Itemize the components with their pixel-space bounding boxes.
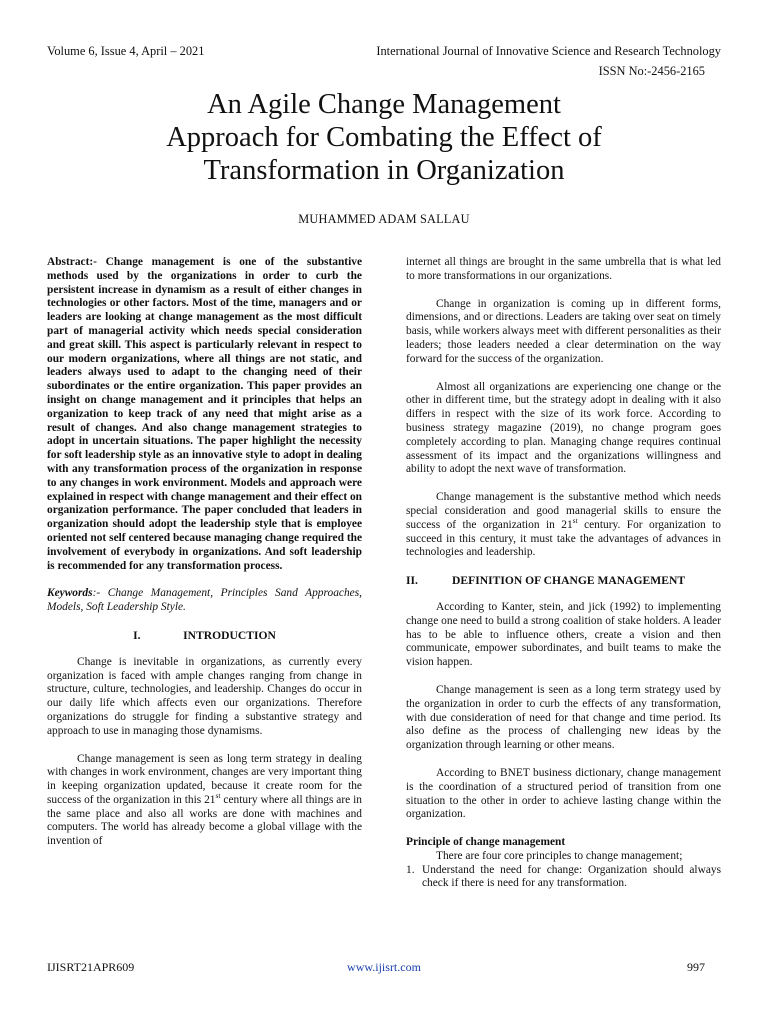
section-heading-definition [406, 574, 721, 588]
list-text: Understand the need for change: Organization should always check if there is need for any transformation. [422, 863, 721, 890]
list-number: 1. [406, 863, 415, 876]
section-heading-introduction [47, 629, 362, 643]
paragraph: Change management is seen as a long term strategy used by the organization in order to curb the effects of any transformation, with due consideration of need for that change and time period. Its also define as the process of challenging new ideas by the organization through learning or other means. [406, 683, 721, 752]
issn: ISSN No:-2456-2165 [598, 64, 705, 78]
paragraph: Almost all organizations are experiencing one change or the other in different time, but the strategy adopt in dealing with it also differs in respect with the size of its work force. According to business strategy magazine (2019), no change program goes completely according to plan. Managing change requires continual assessment of its impact and the organizations willingness and ability to adopt the next wave of transformation. [406, 380, 721, 476]
paragraph-text: Change management is the substantive method which needs special consideration and good managerial skills to ensure the success of the organization in 21 [406, 491, 721, 531]
page-number: 997 [687, 960, 705, 974]
journal-url-link[interactable]: www.ijisrt.com [347, 960, 421, 974]
left-column [47, 256, 362, 849]
keywords-label: Keywords [47, 587, 93, 600]
paragraph-text: Change management is seen as long term strategy in dealing with changes in work environment, changes are very important thing in keeping organization updated, because it create room for the success of the organization in this 21 [47, 752, 362, 806]
section-number: I. [133, 628, 141, 642]
paragraph: According to BNET business dictionary, change management is the coordination of a structured period of transition from one situation to the other in order to achieve lasting change within the organization. [406, 766, 721, 821]
paragraph-text: century. For organization to succeed in this century, it must take the advantages of advances in technologies and leadership. [406, 518, 722, 559]
abstract: Abstract:- Change management is one of the substantive methods used by the organizations in order to curb the persistent increase in dynamism as a result of either changes in technologies or other factors. Most of the time, managers and or leaders are looking at change management as the most difficult part of managerial activity which needs special consideration and great skill. This aspect is particularly relevant in respect to our modern organizations, where all things are not static, and leaders always used to adapt to the changing need of their subordinates or the entire organization. This paper provides an insight on change management and it principles that helps an organization to keep track of any need that might arise as a result of changes. And also change management strategies to adopt in uncertain situations. The paper highlight the necessity for soft leadership style as an innovative style to adopt in dealing with any transformation process of the organization in response to any changes in work environment. Models and approach were explained in respect with change management and their effect on organization performance. The paper concluded that leaders in organization should adopt the leadership style that is employee oriented not self centered because managing change required the involvement of everybody in organizations. And soft leadership is recommended for any transformation process. [47, 256, 363, 572]
paragraph: According to Kanter, stein, and jick (1992) to implementing change one need to build a strong coalition of stake holders. A leader has to be able to influence others, create a vision and then communicate, empower subordinates, and built teams to make the vision happen. [406, 600, 721, 669]
paper-id: IJISRT21APR609 [47, 960, 135, 974]
paragraph [47, 753, 362, 850]
title-line: Approach for Combating the Effect of [166, 122, 602, 153]
paragraph-text: century where all things are in the same place and also all works are done with machines and computers. The world has already become a global village with the invention of [47, 793, 362, 848]
keywords-text: :- Change Management, Principles Sand Approaches, Models, Soft Leadership Style. [47, 587, 362, 614]
section-title: INTRODUCTION [183, 628, 276, 642]
paragraph [406, 491, 721, 560]
author-name: MUHAMMED ADAM SALLAU [298, 212, 470, 226]
paragraph: internet all things are brought in the same umbrella that is what led to more transformations in our organizations. [406, 256, 721, 282]
keywords [47, 587, 362, 615]
section-number: II. [406, 574, 418, 588]
section-title: DEFINITION OF CHANGE MANAGEMENT [452, 574, 686, 588]
paragraph: Change is inevitable in organizations, as currently every organization is faced with ample changes ranging from change in structure, culture, technologies, and leadership. Changes do occur in our daily life which affects even our organizations. Therefore organizations do struggle for finding a substantive strategy and approach to use in managing those dynamisms. [47, 655, 362, 737]
right-column [406, 256, 721, 891]
journal-name: International Journal of Innovative Science and Research Technology [376, 44, 721, 58]
superscript: st [215, 791, 221, 801]
superscript: st [572, 515, 578, 525]
title-line: Transformation in Organization [203, 155, 565, 186]
subheading: Principle of change management [406, 836, 566, 849]
paragraph: There are four core principles to change management; [436, 849, 683, 862]
title-line: An Agile Change Management [207, 89, 561, 120]
paper-title [60, 88, 708, 187]
list-item [406, 864, 721, 892]
paragraph: Change in organization is coming up in different forms, dimensions, and or directions. Leaders are taking over seat on timely basis, while workers always meet with different personalities as their leaders; those leaders needed a clear determination on the way forward for the success of the organization. [406, 297, 721, 365]
volume-info: Volume 6, Issue 4, April – 2021 [47, 44, 205, 58]
